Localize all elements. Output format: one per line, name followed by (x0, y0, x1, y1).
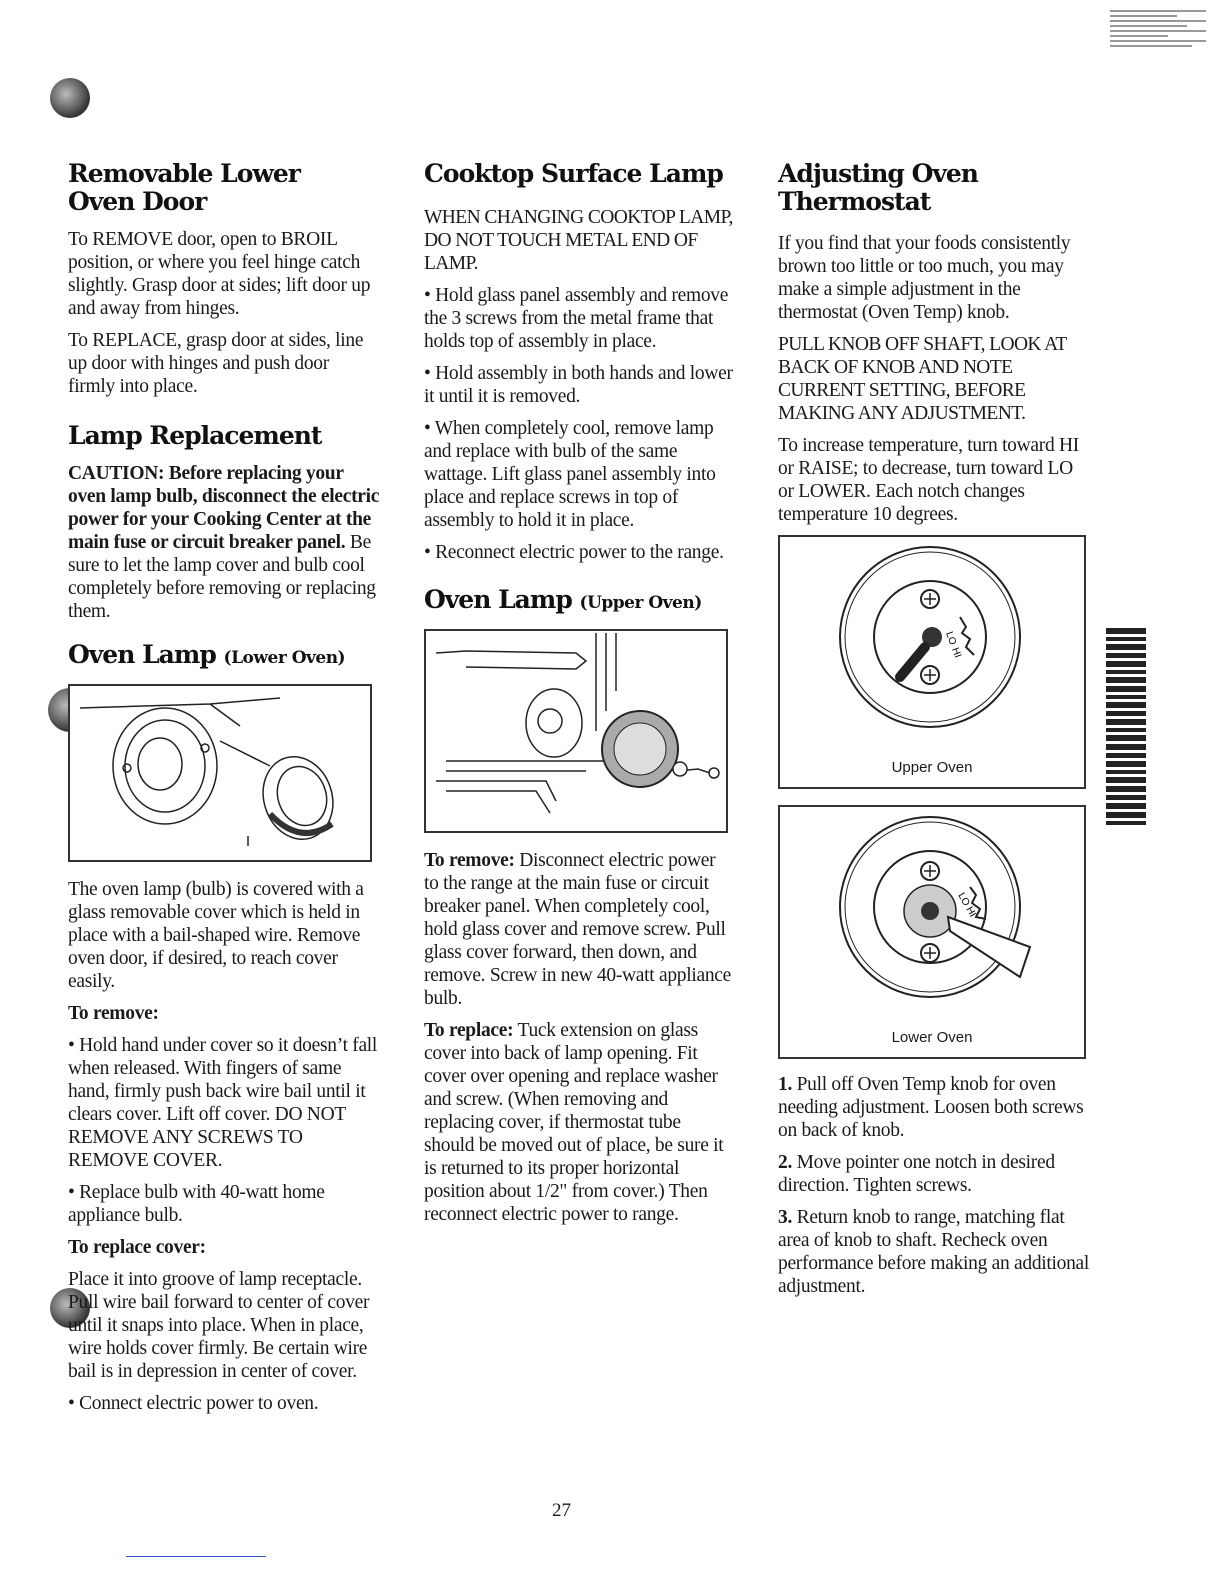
to-remove-label: To remove: (68, 1003, 159, 1024)
cooktop-bullet-2: • Hold assembly in both hands and lower it until it is removed. (424, 363, 733, 407)
upper-oven-lamp-illustration (424, 629, 728, 833)
upper-oven-caption: Upper Oven (891, 759, 973, 776)
column-left (68, 160, 380, 1424)
dial-hi-label-lower: HI (963, 905, 978, 920)
caution-paragraph: CAUTION: Before replacing your oven lamp bulb, disconnect the electric power for your Cooking Center at the main fuse or circuit breaker panel. Be sure to let the lamp cover and bulb cool completely before removing or replacing them. (68, 463, 380, 622)
thermostat-paragraph-1: If you find that your foods consistently brown too little or too much, you may make a simple adjustment in the thermostat (Oven Temp) knob. (778, 233, 1071, 323)
dial-lo-label-lower: LO (955, 891, 972, 909)
thermostat-warning: PULL KNOB OFF SHAFT, LOOK AT BACK OF KNOB AND NOTE CURRENT SETTING, BEFORE MAKING ANY ADJUSTMENT. (778, 334, 1067, 424)
cooktop-bullet-4: • Reconnect electric power to the range. (424, 542, 724, 563)
lower-oven-caption: Lower Oven (891, 1029, 973, 1046)
dial-hi-label: HI (949, 646, 963, 660)
lamp-replacement-heading: Lamp Replacement (68, 421, 322, 450)
lower-lamp-paragraph: The oven lamp (bulb) is covered with a glass removable cover which is held in place with a bail-shaped wire. Remove oven door, if desired, to reach cover easily. (68, 879, 364, 992)
removable-paragraph-2: To REPLACE, grasp door at sides, line up door with hinges and push door firmly into place. (68, 330, 364, 397)
oven-lamp-upper-heading: Oven Lamp (Upper Oven) (424, 585, 702, 614)
upper-replace-paragraph: To replace: Tuck extension on glass cover into back of lamp opening. Fit cover over opening and replace washer and screw. (When removing and replacing cover, if thermostat tube should be moved out of place, be sure it is returned to its proper horizontal position about 1/2" from cover.) Then reconnect electric power to range. (424, 1020, 724, 1225)
adjusting-thermostat-heading: Adjusting Oven Thermostat (778, 159, 978, 216)
removable-door-heading: Removable Lower Oven Door (68, 159, 300, 216)
to-replace-cover-label: To replace cover: (68, 1237, 206, 1258)
remove-bullet-1: • Hold hand under cover so it doesn’t fall when released. With fingers of same hand, firmly push back wire bail until it clears cover. Lift off cover. DO NOT REMOVE ANY SCREWS TO REMOVE COVER. (68, 1035, 378, 1171)
lamp-cover-drawing (70, 686, 370, 860)
upper-lamp-drawing (426, 631, 726, 831)
cooktop-warning: WHEN CHANGING COOKTOP LAMP, DO NOT TOUCH METAL END OF LAMP. (424, 207, 733, 274)
column-right (778, 160, 1090, 1307)
punch-hole-mark (50, 78, 90, 118)
replace-bullet: • Connect electric power to oven. (68, 1393, 319, 1414)
page-number: 27 (552, 1500, 571, 1521)
bottom-rule (126, 1556, 266, 1557)
scan-bar-marks (1106, 628, 1146, 828)
cooktop-bullet-1: • Hold glass panel assembly and remove the 3 screws from the metal frame that holds top of assembly in place. (424, 285, 729, 352)
column-middle (424, 160, 734, 1235)
oven-lamp-lower-heading: Oven Lamp (Lower Oven) (68, 640, 346, 669)
replace-paragraph: Place it into groove of lamp receptacle. Pull wire bail forward to center of cover until it snaps into place. When in place, wire holds cover firmly. Be certain wire bail is in depression in center of cover. (68, 1269, 370, 1382)
upper-remove-paragraph: To remove: Disconnect electric power to the range at the main fuse or circuit breaker panel. When completely cool, hold glass cover and remove screw. Pull glass cover forward, then down, and remove. Screw in new 40-watt appliance bulb. (424, 850, 731, 1009)
removable-paragraph-1: To REMOVE door, open to BROIL position, or where you feel hinge catch slightly. Grasp door at sides; lift door up and away from hinges. (68, 229, 371, 319)
upper-oven-knob-figure (778, 535, 1086, 789)
remove-bullet-2: • Replace bulb with 40-watt home appliance bulb. (68, 1182, 325, 1226)
step-3: 3. Return knob to range, matching flat area of knob to shaft. Recheck oven performance before making an additional adjustment. (778, 1207, 1089, 1297)
lower-knob-dial-drawing (780, 807, 1084, 1027)
upper-knob-dial-drawing (780, 537, 1084, 757)
dial-lo-label: LO (943, 630, 959, 647)
cooktop-lamp-heading: Cooktop Surface Lamp (424, 159, 723, 188)
thermostat-paragraph-3: To increase temperature, turn toward HI or RAISE; to decrease, turn toward LO or LOWER. Each notch changes temperature 10 degrees. (778, 435, 1079, 525)
step-1: 1. Pull off Oven Temp knob for oven needing adjustment. Loosen both screws on back of knob. (778, 1074, 1084, 1141)
scan-margin-marks (1110, 10, 1206, 50)
step-2: 2. Move pointer one notch in desired direction. Tighten screws. (778, 1152, 1055, 1196)
lower-oven-knob-figure (778, 805, 1086, 1059)
cooktop-bullet-3: • When completely cool, remove lamp and replace with bulb of the same wattage. Lift glass panel assembly into place and replace screws in top of assembly to hold it in place. (424, 418, 716, 531)
lower-oven-lamp-illustration (68, 684, 372, 862)
